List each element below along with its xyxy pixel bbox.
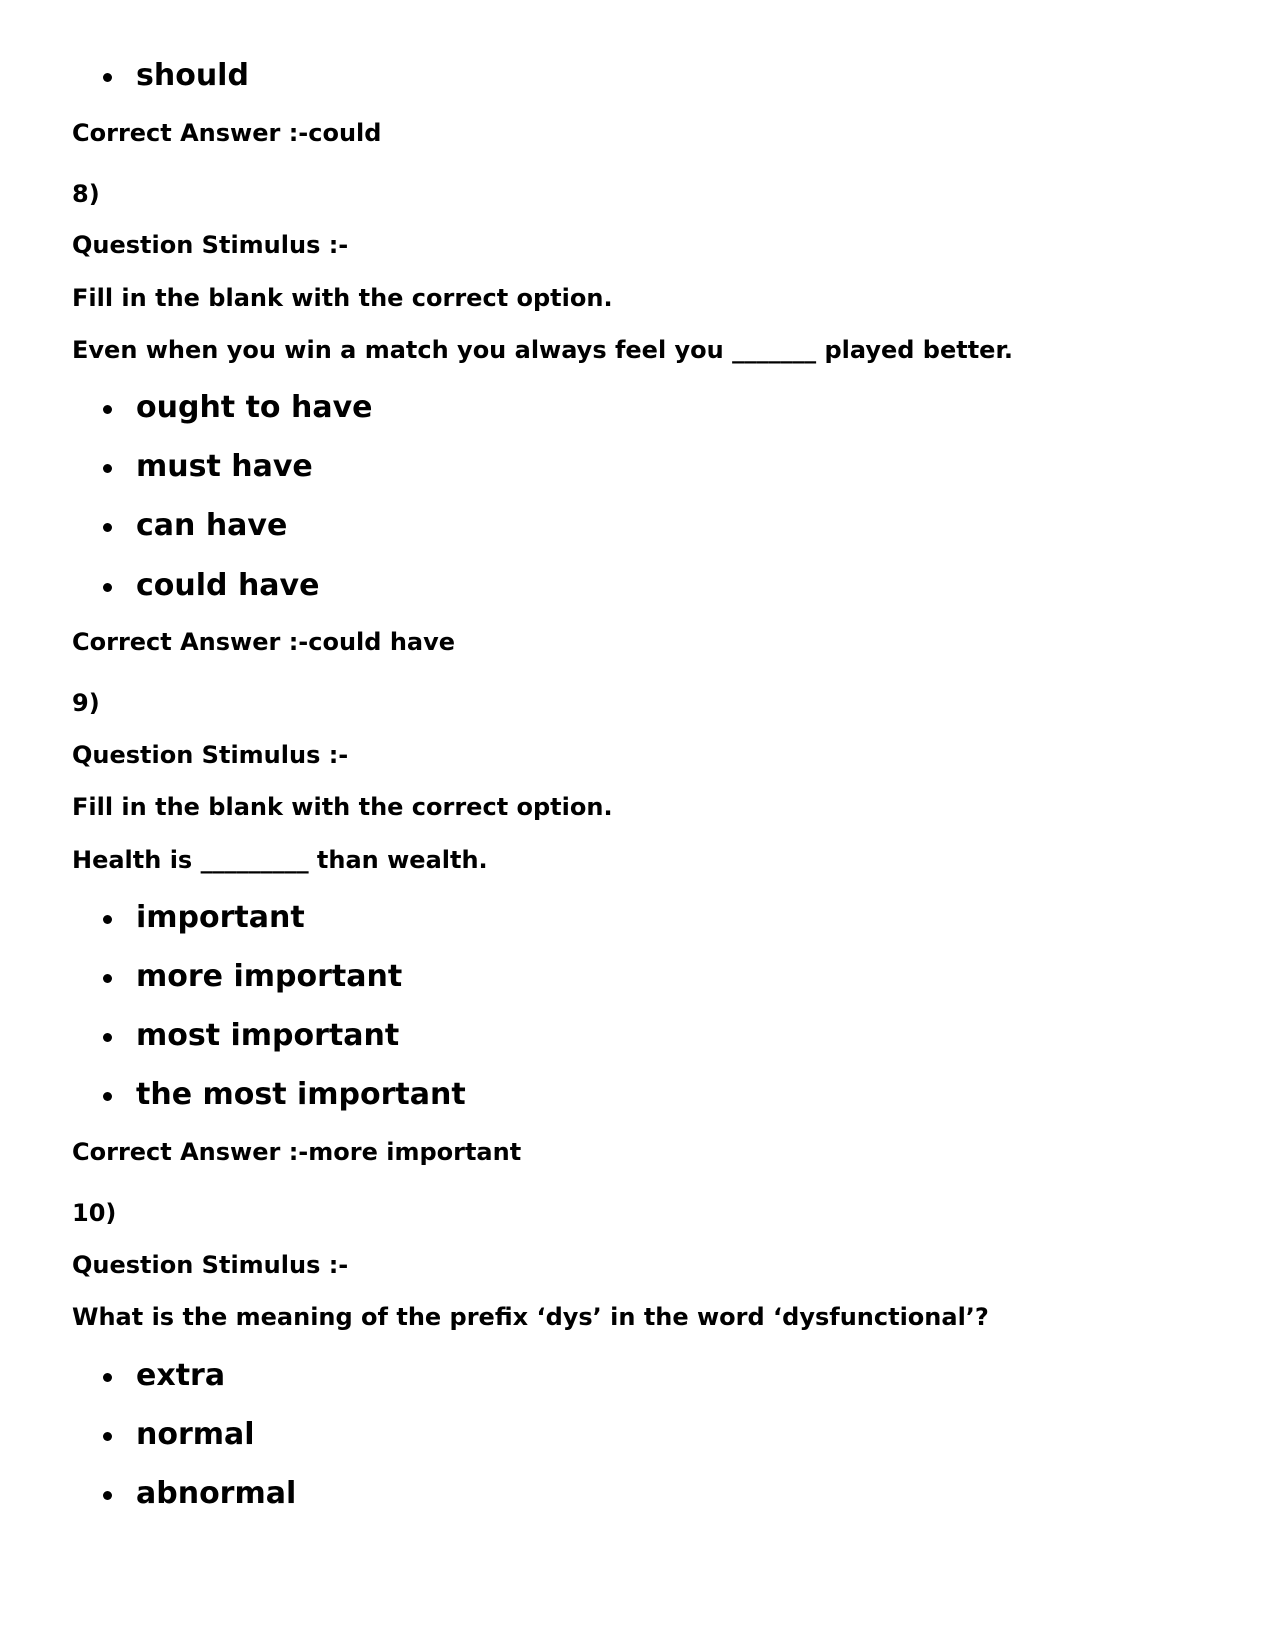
question-stimulus-label: Question Stimulus :- (72, 741, 349, 769)
question-sentence: Even when you win a match you always feel you _______ played better. (72, 336, 1013, 364)
option-item: could have (136, 568, 320, 603)
question-instruction: Fill in the blank with the correct option. (72, 793, 613, 821)
question-number: 10) (72, 1199, 117, 1227)
question-text: What is the meaning of the prefix ‘dys’ in the word ‘dysfunctional’? (72, 1303, 989, 1331)
option-item: most important (136, 1018, 400, 1053)
correct-answer: Correct Answer :-could have (72, 628, 456, 656)
option-item: more important (136, 959, 403, 994)
option-item: normal (136, 1417, 255, 1452)
option-item: important (136, 900, 305, 935)
bullet-icon (103, 583, 112, 592)
bullet-icon (103, 974, 112, 983)
bullet-icon (103, 1432, 112, 1441)
question-number: 9) (72, 689, 100, 717)
option-item: can have (136, 508, 288, 543)
option-item: must have (136, 449, 313, 484)
question-number: 8) (72, 180, 100, 208)
question-sentence: Health is _________ than wealth. (72, 846, 488, 874)
option-item: ought to have (136, 390, 373, 425)
bullet-icon (103, 1491, 112, 1500)
bullet-icon (103, 1033, 112, 1042)
bullet-icon (103, 1092, 112, 1101)
bullet-icon (103, 523, 112, 532)
bullet-icon (103, 464, 112, 473)
bullet-icon (103, 73, 112, 82)
option-item: abnormal (136, 1476, 297, 1511)
option-item: should (136, 58, 249, 93)
bullet-icon (103, 405, 112, 414)
question-stimulus-label: Question Stimulus :- (72, 1251, 349, 1279)
bullet-icon (103, 1373, 112, 1382)
correct-answer: Correct Answer :-could (72, 119, 382, 147)
correct-answer: Correct Answer :-more important (72, 1138, 522, 1166)
question-stimulus-label: Question Stimulus :- (72, 231, 349, 259)
option-item: extra (136, 1358, 226, 1393)
bullet-icon (103, 915, 112, 924)
question-instruction: Fill in the blank with the correct option. (72, 284, 613, 312)
option-item: the most important (136, 1077, 466, 1112)
